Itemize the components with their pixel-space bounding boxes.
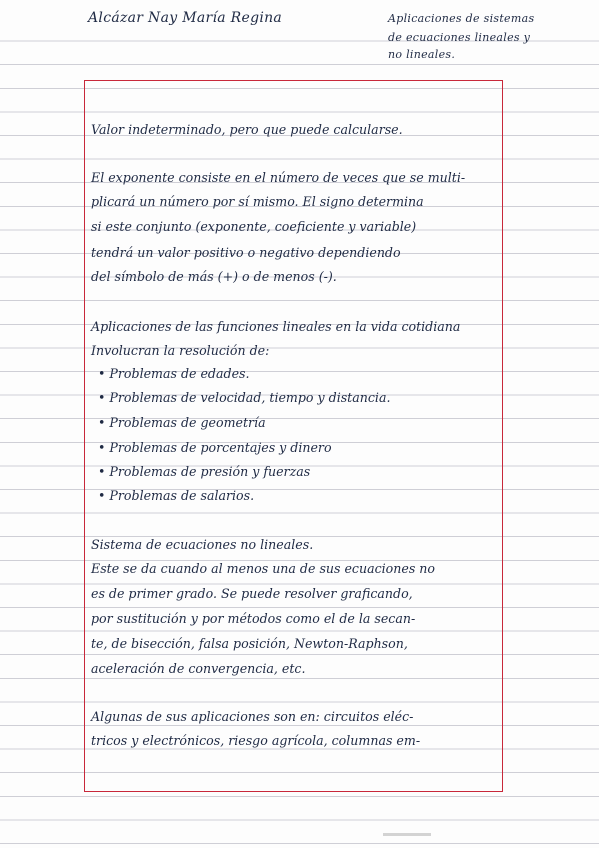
text-line: Algunas de sus aplicaciones son en: circuitos eléc-	[91, 709, 414, 724]
text-line: tendrá un valor positivo o negativo dependiendo	[91, 245, 401, 260]
text-line: por sustitución y por métodos como el de la secan-	[91, 611, 416, 626]
subject-line-2: de ecuaciones lineales y	[388, 31, 531, 44]
text-line: plicará un número por sí mismo. El signo determina	[91, 194, 424, 209]
text-line: es de primer grado. Se puede resolver graficando,	[91, 586, 413, 601]
list-item: • Problemas de porcentajes y dinero	[98, 440, 332, 455]
text-line: te, de bisección, falsa posición, Newton-Raphson,	[91, 636, 408, 651]
section-heading: Aplicaciones de las funciones lineales en la vida cotidiana	[91, 319, 461, 334]
list-item: • Problemas de presión y fuerzas	[98, 464, 311, 479]
section-heading: Sistema de ecuaciones no lineales.	[91, 537, 314, 552]
list-item: • Problemas de velocidad, tiempo y distancia.	[98, 390, 391, 405]
list-item: • Problemas de edades.	[98, 366, 250, 381]
subject-line-1: Aplicaciones de sistemas	[388, 12, 535, 25]
author-name: Alcázar Nay María Regina	[88, 10, 283, 26]
margin-frame	[84, 80, 503, 792]
text-line: Involucran la resolución de:	[91, 343, 270, 358]
footer-mark	[383, 833, 431, 836]
text-line: El exponente consiste en el número de veces que se multi-	[91, 170, 466, 185]
text-line: tricos y electrónicos, riesgo agrícola, columnas em-	[91, 733, 421, 748]
list-item: • Problemas de geometría	[98, 415, 266, 430]
text-line: Este se da cuando al menos una de sus ecuaciones no	[91, 561, 435, 576]
text-line: Valor indeterminado, pero que puede calcularse.	[91, 122, 403, 137]
text-line: del símbolo de más (+) o de menos (-).	[91, 269, 337, 284]
list-item: • Problemas de salarios.	[98, 488, 255, 503]
subject-line-3: no lineales.	[388, 48, 456, 61]
text-line: si este conjunto (exponente, coeficiente y variable)	[91, 219, 417, 234]
text-line: aceleración de convergencia, etc.	[91, 661, 306, 676]
